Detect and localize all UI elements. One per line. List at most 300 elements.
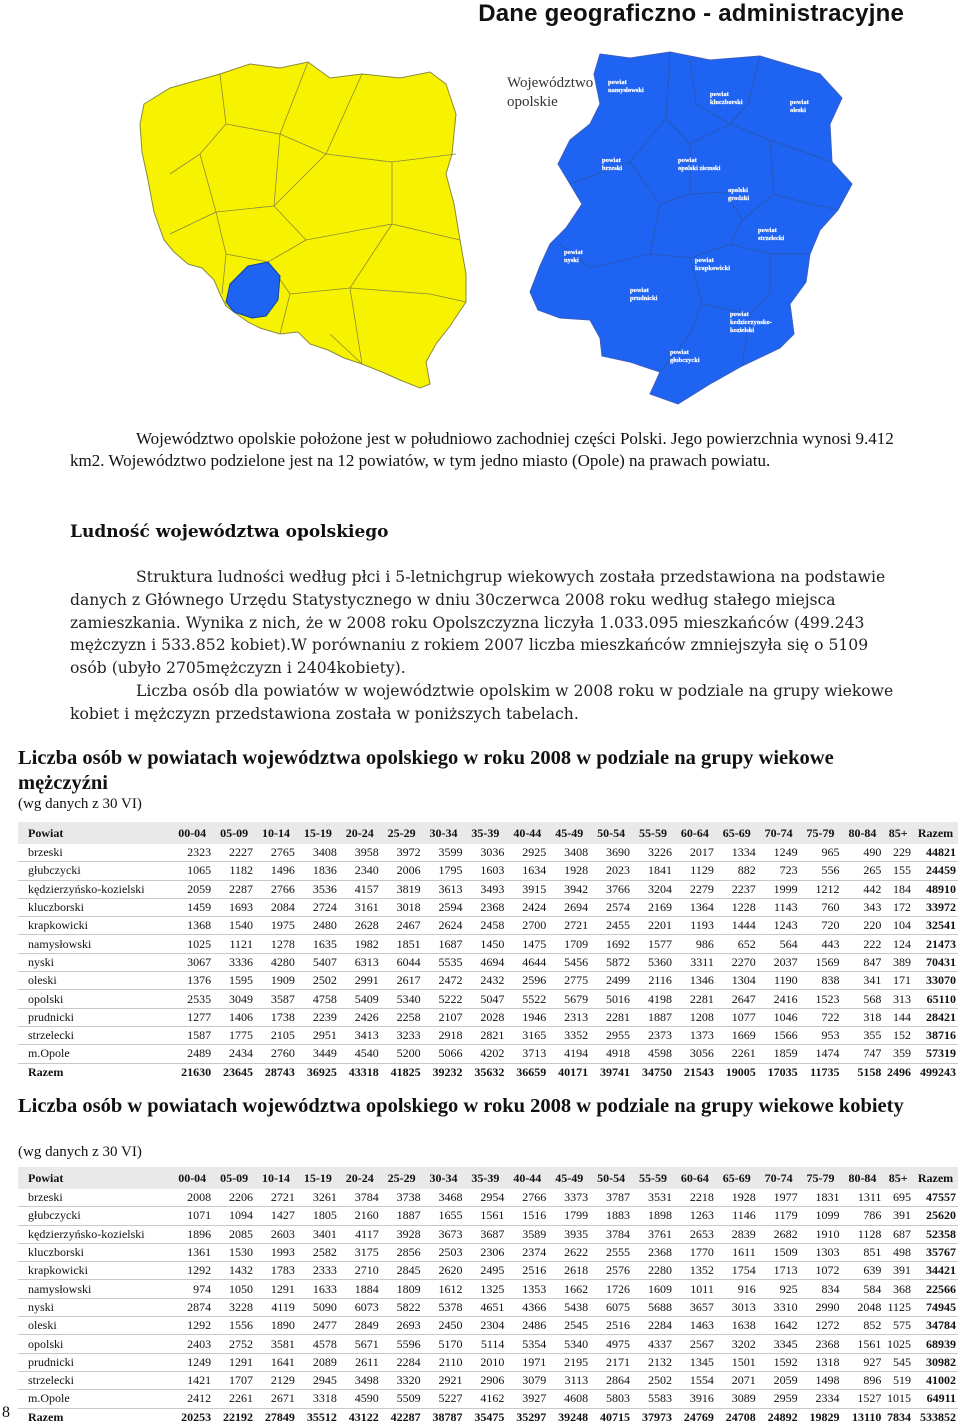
page-title: Dane geograficzno - administracyjne xyxy=(478,0,904,27)
table-cell: 2499 xyxy=(590,972,632,990)
total-cell: 23645 xyxy=(223,1064,254,1079)
table-cell: 2201 xyxy=(632,917,674,935)
table-cell: 519 xyxy=(883,1371,913,1389)
table-cell: 2160 xyxy=(339,1207,381,1225)
table-cell: 1072 xyxy=(800,1262,842,1280)
column-header: 20-24 xyxy=(345,825,374,840)
total-cell: 36925 xyxy=(306,1064,337,1079)
row-label: kędzierzyńsko-kozielski xyxy=(18,1225,171,1243)
table-cell: 545 xyxy=(883,1353,913,1371)
table-cell: 2991 xyxy=(339,972,381,990)
table-cell: 5688 xyxy=(632,1298,674,1316)
table-cell: 3336 xyxy=(213,953,255,971)
table-cell: 723 xyxy=(758,862,800,880)
table-row xyxy=(18,844,958,862)
table-cell: 2603 xyxy=(255,1225,297,1243)
table-cell: 2403 xyxy=(171,1335,213,1353)
table-cell: 1603 xyxy=(464,862,506,880)
table-cell: 2368 xyxy=(800,1335,842,1353)
table-cell: 3587 xyxy=(255,990,297,1008)
table-cell: 1946 xyxy=(506,1008,548,1026)
table-cell: 5679 xyxy=(548,990,590,1008)
column-header: 55-59 xyxy=(638,1170,667,1185)
total-cell: 35297 xyxy=(516,1409,547,1424)
table-cell: 2458 xyxy=(464,917,506,935)
table-cell: 2951 xyxy=(297,1026,339,1044)
table-cell: 1566 xyxy=(758,1026,800,1044)
total-row xyxy=(18,1408,958,1426)
table-cell: 2006 xyxy=(381,862,423,880)
table-header-row xyxy=(18,822,958,844)
table-cell: 5535 xyxy=(423,953,465,971)
table-cell: 5227 xyxy=(423,1390,465,1408)
table-cell: 34421 xyxy=(913,1262,958,1280)
table-cell: 2169 xyxy=(632,898,674,916)
total-cell: 24708 xyxy=(725,1409,756,1424)
table-cell: 2059 xyxy=(171,880,213,898)
table-cell: 64911 xyxy=(913,1390,958,1408)
table-cell: 1612 xyxy=(423,1280,465,1298)
table-cell: 4194 xyxy=(548,1045,590,1063)
table-cell: 2918 xyxy=(423,1026,465,1044)
table-cell: 442 xyxy=(842,880,884,898)
table-cell: 2048 xyxy=(842,1298,884,1316)
column-header: Razem xyxy=(917,1170,954,1185)
total-cell: 13110 xyxy=(852,1409,882,1424)
table-cell: 2495 xyxy=(464,1262,506,1280)
table-cell: 1611 xyxy=(716,1243,758,1261)
table-cell: 2432 xyxy=(464,972,506,990)
table-cell: 1707 xyxy=(213,1371,255,1389)
table-cell: 2373 xyxy=(632,1026,674,1044)
powiat-label: grodzki xyxy=(728,195,750,202)
powiat-label: powiat xyxy=(730,311,749,318)
table-cell: 1496 xyxy=(255,862,297,880)
table-cell: 2622 xyxy=(548,1243,590,1261)
table-cell: 1212 xyxy=(800,880,842,898)
table-cell: 2567 xyxy=(674,1335,716,1353)
table-cell: 639 xyxy=(842,1262,884,1280)
table-cell: 1050 xyxy=(213,1280,255,1298)
table-cell: 5354 xyxy=(506,1335,548,1353)
table-cell: 4162 xyxy=(464,1390,506,1408)
table-cell: 1633 xyxy=(297,1280,339,1298)
table-cell: 747 xyxy=(842,1045,884,1063)
table-row xyxy=(18,935,958,953)
table-cell: 838 xyxy=(800,972,842,990)
table-cell: 172 xyxy=(883,898,913,916)
total-cell: 24892 xyxy=(767,1409,798,1424)
table-cell: 4975 xyxy=(590,1335,632,1353)
table-cell: 2195 xyxy=(548,1353,590,1371)
table-cell: 3228 xyxy=(213,1298,255,1316)
table-cell: 1501 xyxy=(716,1353,758,1371)
table-cell: 2023 xyxy=(590,862,632,880)
table-cell: 722 xyxy=(800,1008,842,1026)
table-cell: 30982 xyxy=(913,1353,958,1371)
table-cell: 4117 xyxy=(339,1225,381,1243)
table-cell: 2502 xyxy=(297,972,339,990)
table-cell: 2766 xyxy=(506,1189,548,1207)
table-cell: 1977 xyxy=(758,1189,800,1207)
table-cell: 3401 xyxy=(297,1225,339,1243)
column-header: 45-49 xyxy=(555,1170,584,1185)
table-cell: 4366 xyxy=(506,1298,548,1316)
table-cell: 1272 xyxy=(800,1317,842,1335)
table-cell: 1713 xyxy=(758,1262,800,1280)
table-cell: 2721 xyxy=(255,1189,297,1207)
column-header: 75-79 xyxy=(806,825,835,840)
table-cell: 1277 xyxy=(171,1008,213,1026)
table-cell: 1129 xyxy=(674,862,716,880)
table-cell: 720 xyxy=(800,917,842,935)
table-cell: 2455 xyxy=(590,917,632,935)
table-cell: 1540 xyxy=(213,917,255,935)
table-cell: 2874 xyxy=(171,1298,213,1316)
table-cell: 2620 xyxy=(423,1262,465,1280)
table-cell: 3713 xyxy=(506,1045,548,1063)
total-cell: 40715 xyxy=(600,1409,631,1424)
table-cell: 1128 xyxy=(842,1225,884,1243)
men-table-title: Liczba osób w powiatach województwa opolskiego w roku 2008 w podziale na grupy wiekowe mężczyźni xyxy=(18,747,834,794)
table-cell: 1726 xyxy=(590,1280,632,1298)
table-cell: 4202 xyxy=(464,1045,506,1063)
row-label: m.Opole xyxy=(18,1045,171,1063)
table-cell: 5671 xyxy=(339,1335,381,1353)
table-cell: 1303 xyxy=(800,1243,842,1261)
table-cell: 5456 xyxy=(548,953,590,971)
table-cell: 1353 xyxy=(506,1280,548,1298)
powiat-label: namysłowski xyxy=(608,87,644,94)
table-cell: 1999 xyxy=(758,880,800,898)
table-cell: 3673 xyxy=(423,1225,465,1243)
row-label: krapkowicki xyxy=(18,917,171,935)
row-label: prudnicki xyxy=(18,1353,171,1371)
table-cell: 2434 xyxy=(213,1045,255,1063)
table-cell: 3018 xyxy=(381,898,423,916)
table-cell: 2467 xyxy=(381,917,423,935)
table-cell: 3819 xyxy=(381,880,423,898)
table-cell: 220 xyxy=(842,917,884,935)
column-header: Powiat xyxy=(28,1170,64,1185)
table-row xyxy=(18,898,958,916)
table-cell: 1475 xyxy=(506,935,548,953)
row-label: strzelecki xyxy=(18,1026,171,1044)
table-cell: 2306 xyxy=(464,1243,506,1261)
row-label: strzelecki xyxy=(18,1371,171,1389)
table-cell: 3690 xyxy=(590,844,632,862)
table-cell: 2477 xyxy=(297,1317,339,1335)
table-cell: 1011 xyxy=(674,1280,716,1298)
powiat-label: powiat xyxy=(602,157,621,164)
total-cell: 21630 xyxy=(181,1064,212,1079)
row-label: opolski xyxy=(18,1335,171,1353)
table-cell: 1292 xyxy=(171,1317,213,1335)
table-cell: 1738 xyxy=(255,1008,297,1026)
table-cell: 5872 xyxy=(590,953,632,971)
table-cell: 28421 xyxy=(913,1008,958,1026)
column-header: 05-09 xyxy=(220,825,249,840)
table-cell: 35767 xyxy=(913,1243,958,1261)
row-label: brzeski xyxy=(18,1189,171,1207)
powiat-label: opolski ziemski xyxy=(678,165,721,172)
column-header: 40-44 xyxy=(513,1170,542,1185)
maps-figure xyxy=(130,44,950,414)
column-header: 25-29 xyxy=(387,1170,416,1185)
table-cell: 2765 xyxy=(255,844,297,862)
row-label: głubczycki xyxy=(18,862,171,880)
table-cell: 2821 xyxy=(464,1026,506,1044)
table-cell: 2864 xyxy=(590,1371,632,1389)
table-cell: 2647 xyxy=(716,990,758,1008)
powiat-label: krapkowicki xyxy=(695,265,731,272)
table-cell: 3942 xyxy=(548,880,590,898)
table-cell: 4157 xyxy=(339,880,381,898)
table-cell: 318 xyxy=(842,1008,884,1026)
table-cell: 2206 xyxy=(213,1189,255,1207)
table-cell: 927 xyxy=(842,1353,884,1371)
table-cell: 4280 xyxy=(255,953,297,971)
column-header: 30-34 xyxy=(429,1170,458,1185)
column-header: 40-44 xyxy=(513,825,542,840)
table-cell: 33070 xyxy=(913,972,958,990)
table-cell: 3761 xyxy=(632,1225,674,1243)
table-cell: 2849 xyxy=(339,1317,381,1335)
table-cell: 21473 xyxy=(913,935,958,953)
table-cell: 1345 xyxy=(674,1353,716,1371)
table-cell: 3972 xyxy=(381,844,423,862)
column-header: 80-84 xyxy=(848,1170,877,1185)
table-cell: 1635 xyxy=(297,935,339,953)
column-header: 50-54 xyxy=(597,1170,626,1185)
total-label: Razem xyxy=(28,1409,64,1424)
table-cell: 47557 xyxy=(913,1189,958,1207)
powiat-label: powiat xyxy=(695,257,714,264)
table-cell: 1459 xyxy=(171,898,213,916)
column-header: 55-59 xyxy=(638,825,667,840)
column-header: 80-84 xyxy=(848,825,877,840)
table-cell: 4758 xyxy=(297,990,339,1008)
table-cell: 1754 xyxy=(716,1262,758,1280)
table-cell: 2839 xyxy=(716,1225,758,1243)
table-cell: 1556 xyxy=(213,1317,255,1335)
column-header: 70-74 xyxy=(764,825,793,840)
table-cell: 5583 xyxy=(632,1390,674,1408)
table-cell: 1291 xyxy=(213,1353,255,1371)
table-cell: 2028 xyxy=(464,1008,506,1026)
powiat-label: powiat xyxy=(710,91,729,98)
table-row xyxy=(18,1207,958,1225)
powiat-label: powiat xyxy=(670,349,689,356)
table-cell: 2426 xyxy=(339,1008,381,1026)
table-cell: 1334 xyxy=(716,844,758,862)
table-cell: 48910 xyxy=(913,880,958,898)
table-cell: 6073 xyxy=(339,1298,381,1316)
table-row xyxy=(18,1353,958,1371)
table-cell: 2480 xyxy=(297,917,339,935)
table-cell: 2486 xyxy=(506,1317,548,1335)
table-cell: 564 xyxy=(758,935,800,953)
table-cell: 1190 xyxy=(758,972,800,990)
table-cell: 1015 xyxy=(883,1390,913,1408)
table-cell: 3373 xyxy=(548,1189,590,1207)
table-cell: 22566 xyxy=(913,1280,958,1298)
table-cell: 953 xyxy=(800,1026,842,1044)
table-cell: 2333 xyxy=(297,1262,339,1280)
table-cell: 1421 xyxy=(171,1371,213,1389)
table-cell: 2710 xyxy=(339,1262,381,1280)
table-cell: 1561 xyxy=(464,1207,506,1225)
table-cell: 1642 xyxy=(758,1317,800,1335)
table-row xyxy=(18,972,958,990)
powiat-label: powiat xyxy=(630,287,649,294)
total-cell: 35475 xyxy=(474,1409,505,1424)
powiat-label: kluczborski xyxy=(710,99,743,106)
table-cell: 1143 xyxy=(758,898,800,916)
table-cell: 1099 xyxy=(800,1207,842,1225)
table-cell: 3165 xyxy=(506,1026,548,1044)
table-cell: 41002 xyxy=(913,1371,958,1389)
column-header: 70-74 xyxy=(764,1170,793,1185)
table-cell: 1655 xyxy=(423,1207,465,1225)
table-cell: 2287 xyxy=(213,880,255,898)
table-row xyxy=(18,1225,958,1243)
table-cell: 3204 xyxy=(632,880,674,898)
table-cell: 2775 xyxy=(548,972,590,990)
table-cell: 6075 xyxy=(590,1298,632,1316)
table-cell: 1523 xyxy=(800,990,842,1008)
table-cell: 2945 xyxy=(297,1371,339,1389)
table-cell: 2368 xyxy=(464,898,506,916)
table-cell: 1775 xyxy=(213,1026,255,1044)
table-cell: 1805 xyxy=(297,1207,339,1225)
table-cell: 1406 xyxy=(213,1008,255,1026)
table-cell: 70431 xyxy=(913,953,958,971)
table-cell: 3449 xyxy=(297,1045,339,1063)
table-cell: 2261 xyxy=(716,1045,758,1063)
table-cell: 229 xyxy=(883,844,913,862)
table-cell: 5340 xyxy=(548,1335,590,1353)
table-cell: 32541 xyxy=(913,917,958,935)
table-cell: 2693 xyxy=(381,1317,423,1335)
table-cell: 2334 xyxy=(800,1390,842,1408)
table-cell: 1208 xyxy=(674,1008,716,1026)
table-cell: 1179 xyxy=(758,1207,800,1225)
column-header: 00-04 xyxy=(178,1170,207,1185)
table-cell: 1982 xyxy=(339,935,381,953)
powiat-label: kedzierzynsko- xyxy=(730,319,772,326)
table-cell: 1569 xyxy=(800,953,842,971)
total-cell: 22192 xyxy=(223,1409,254,1424)
table-row xyxy=(18,917,958,935)
table-cell: 3589 xyxy=(506,1225,548,1243)
table-cell: 3089 xyxy=(716,1390,758,1408)
column-header: 05-09 xyxy=(220,1170,249,1185)
table-cell: 695 xyxy=(883,1189,913,1207)
table-cell: 2516 xyxy=(506,1262,548,1280)
table-cell: 1121 xyxy=(213,935,255,953)
table-cell: 1554 xyxy=(674,1371,716,1389)
table-cell: 1783 xyxy=(255,1262,297,1280)
powiat-label: powiat xyxy=(790,99,809,106)
total-cell: 20253 xyxy=(181,1409,212,1424)
table-cell: 1352 xyxy=(674,1262,716,1280)
table-cell: 1928 xyxy=(716,1189,758,1207)
table-cell: 1509 xyxy=(758,1243,800,1261)
table-cell: 5522 xyxy=(506,990,548,1008)
table-cell: 1709 xyxy=(548,935,590,953)
table-cell: 391 xyxy=(883,1207,913,1225)
table-cell: 2906 xyxy=(464,1371,506,1389)
table-cell: 2856 xyxy=(381,1243,423,1261)
table-cell: 2628 xyxy=(339,917,381,935)
table-cell: 2489 xyxy=(171,1045,213,1063)
table-cell: 687 xyxy=(883,1225,913,1243)
table-cell: 3345 xyxy=(758,1335,800,1353)
map-legend-line: opolskie xyxy=(507,94,558,110)
table-cell: 3067 xyxy=(171,953,213,971)
table-cell: 1368 xyxy=(171,917,213,935)
table-cell: 3320 xyxy=(381,1371,423,1389)
table-cell: 343 xyxy=(842,898,884,916)
powiat-label: głubczycki xyxy=(670,357,700,364)
table-cell: 5438 xyxy=(548,1298,590,1316)
total-cell: 24769 xyxy=(683,1409,714,1424)
table-cell: 2766 xyxy=(255,880,297,898)
table-cell: 1851 xyxy=(381,935,423,953)
column-header: 00-04 xyxy=(178,825,207,840)
table-cell: 341 xyxy=(842,972,884,990)
table-cell: 24459 xyxy=(913,862,958,880)
table-cell: 760 xyxy=(800,898,842,916)
table-cell: 2374 xyxy=(506,1243,548,1261)
table-cell: 2304 xyxy=(464,1317,506,1335)
column-header: 15-19 xyxy=(303,1170,332,1185)
table-cell: 3784 xyxy=(339,1189,381,1207)
table-row xyxy=(18,1008,958,1026)
table-cell: 124 xyxy=(883,935,913,953)
row-label: kędzierzyńsko-kozielski xyxy=(18,880,171,898)
row-label: oleski xyxy=(18,972,171,990)
table-cell: 3784 xyxy=(590,1225,632,1243)
table-cell: 852 xyxy=(842,1317,884,1335)
table-cell: 2284 xyxy=(381,1353,423,1371)
table-cell: 1474 xyxy=(800,1045,842,1063)
table-cell: 4694 xyxy=(464,953,506,971)
table-row xyxy=(18,1189,958,1207)
column-header: 85+ xyxy=(888,825,908,840)
table-cell: 5407 xyxy=(297,953,339,971)
table-row xyxy=(18,1045,958,1063)
table-header-row xyxy=(18,1167,958,1189)
row-label: m.Opole xyxy=(18,1390,171,1408)
table-cell: 2037 xyxy=(758,953,800,971)
powiat-label: powiat xyxy=(758,227,777,234)
table-cell: 2323 xyxy=(171,844,213,862)
table-cell: 2682 xyxy=(758,1225,800,1243)
table-cell: 2671 xyxy=(255,1390,297,1408)
table-cell: 896 xyxy=(842,1371,884,1389)
table-cell: 3493 xyxy=(464,880,506,898)
table-cell: 965 xyxy=(800,844,842,862)
row-label: krapkowicki xyxy=(18,1262,171,1280)
table-cell: 5803 xyxy=(590,1390,632,1408)
table-cell: 1325 xyxy=(464,1280,506,1298)
table-cell: 556 xyxy=(800,862,842,880)
total-cell: 41825 xyxy=(390,1064,421,1079)
column-header: 60-64 xyxy=(680,825,709,840)
table-row xyxy=(18,1335,958,1353)
